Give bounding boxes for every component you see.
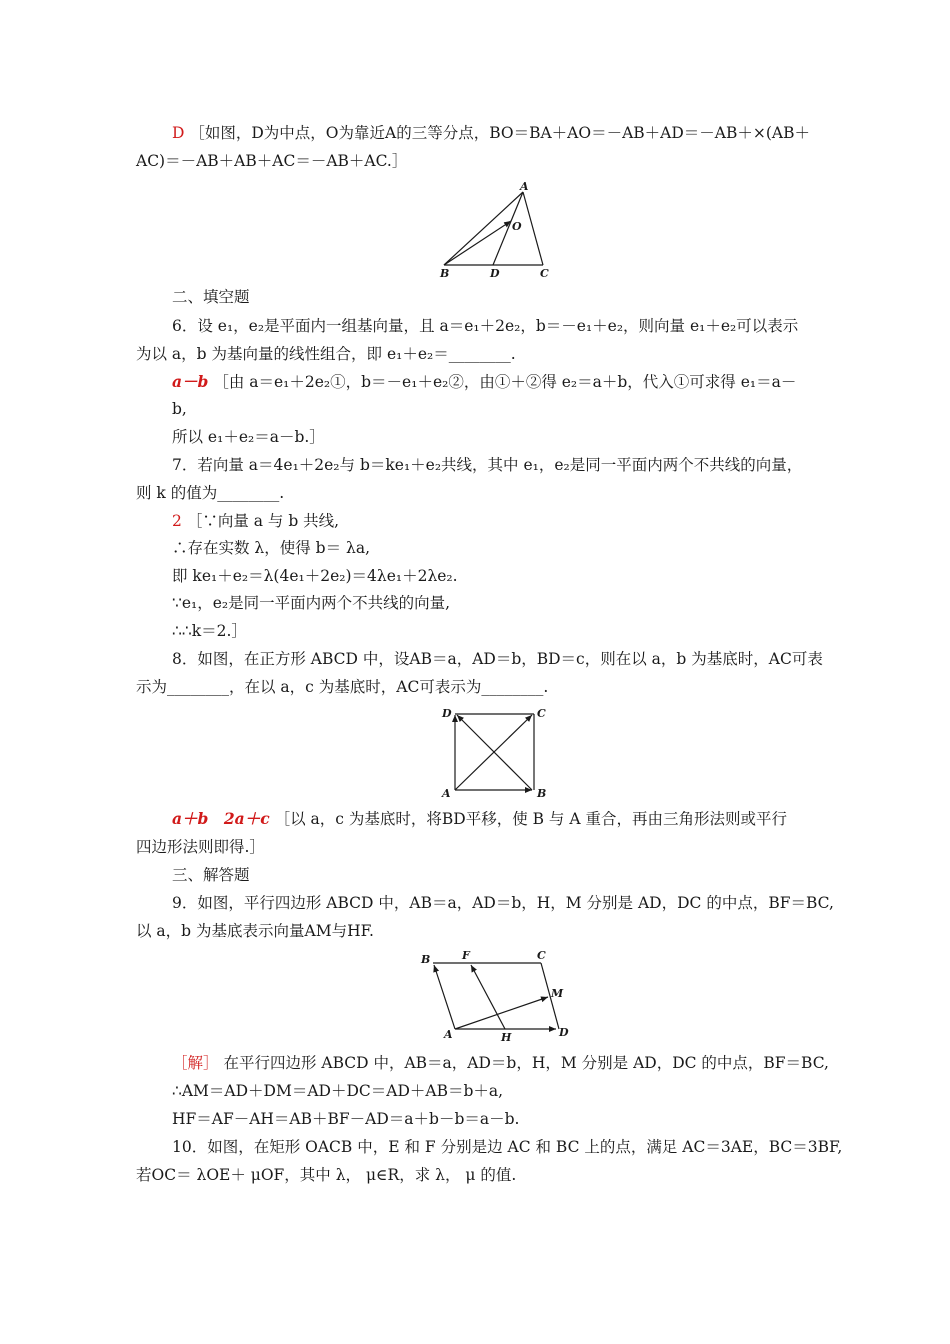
label-b: B [537,787,547,800]
q6-solution-line-1 [172,371,796,393]
q8-line-2: 示为________，在以 a，c 为基底时，AC可表示为________. [136,678,549,696]
q6-solution-line-2: b, [172,400,187,418]
label-h: H [501,1031,512,1042]
q5-solution-text: ［如图，D为中点，O为靠近A的三等分点，BO＝BA＋AO＝－AB＋AD＝－AB＋×(AB＋ [189,124,810,142]
q9-solution-line-2: ∴AM＝AD＋DM＝AD＋DC＝AD＋AB＝b＋a, [172,1082,504,1100]
vector-bo [444,221,511,265]
q7-solution-line-4: ∵e₁，e₂是同一平面内两个不共线的向量, [172,594,451,612]
q7-answer: 2 [172,512,182,530]
section-fill-in-heading: 二、填空题 [172,288,250,306]
q6-solution-text: ［由 a＝e₁＋2e₂①，b＝－e₁＋e₂②，由①＋②得 e₂＝a＋b，代入①可求得 e₁＝a－ [213,373,797,391]
label-b: B [440,267,450,280]
triangle-figure [430,180,560,280]
q8-solution-text: ［以 a，c 为基底时，将BD平移，使 B 与 A 重合，再由三角形法则或平行 [274,810,787,828]
vector-am [455,997,548,1029]
label-d: D [559,1026,569,1039]
q6-line-1: 6．设 e₁，e₂是平面内一组基向量，且 a＝e₁＋2e₂，b＝－e₁＋e₂，则向量 e₁＋e₂可以表示 [172,317,799,335]
q9-solution-line-1 [172,1052,829,1074]
q8-solution-line-2: 四边形法则即得.］ [136,838,265,856]
q10-line-1: 10．如图，在矩形 OACB 中，E 和 F 分别是边 AC 和 BC 上的点，满足 AC＝3AE，BC＝3BF, [172,1138,843,1156]
q7-solution-line-3: 即 ke₁＋e₂＝λ(4e₁＋2e₂)＝4λe₁＋2λe₂. [172,567,458,585]
label-a: A [442,787,451,800]
q9-solution-line-3: HF＝AF－AH＝AB＋BF－AD＝a＋b－b＝a－b. [172,1110,520,1128]
label-c: C [537,949,546,962]
vector-hf [471,965,505,1029]
q5-answer-letter: D [172,124,185,142]
vector-ab [434,965,455,1029]
label-o: O [512,220,522,233]
segment-ac [523,192,543,265]
label-b: B [421,953,431,966]
q9-solution-text: 在平行四边形 ABCD 中，AB＝a，AD＝b，H，M 分别是 AD，DC 的中点，BF＝BC, [223,1054,829,1072]
label-m: M [551,987,564,1000]
label-d: D [442,707,452,720]
q7-solution-line-5: ∴∴k＝2.］ [172,622,247,640]
q5-answer-line-1 [172,122,810,144]
q8-solution-line-1 [172,808,787,830]
q9-line-2: 以 a，b 为基底表示向量AM与HF. [136,922,374,940]
label-f: F [462,949,470,962]
section-answer-heading: 三、解答题 [172,866,250,884]
label-c: C [537,707,546,720]
label-c: C [540,267,549,280]
q9-line-1: 9．如图，平行四边形 ABCD 中，AB＝a，AD＝b，H，M 分别是 AD，DC 的中点，BF＝BC, [172,894,834,912]
square-figure [438,700,550,804]
label-d: D [490,267,500,280]
q7-solution-line-1 [172,510,339,532]
q6-line-2: 为以 a，b 为基向量的线性组合，即 e₁＋e₂＝________. [136,345,516,363]
q9-solution-tag: ［解］ [172,1054,219,1072]
q7-solution-line-2: ∴存在实数 λ，使得 b＝ λa, [172,539,371,557]
label-a: A [444,1028,453,1041]
q7-line-2: 则 k 的值为________. [136,484,285,502]
q6-answer: a－b [172,372,209,391]
q5-answer-line-2: AC)＝－AB＋AB＋AC＝－AB＋AC.］ [136,152,408,170]
q7-line-1: 7．若向量 a＝4e₁＋2e₂与 b＝ke₁＋e₂共线，其中 e₁，e₂是同一平面内两个不共线的向量， [172,456,803,474]
q7-solution-text: ［∵向量 a 与 b 共线, [186,512,340,530]
parallelogram-figure [415,947,575,1042]
q6-solution-line-3: 所以 e₁＋e₂＝a－b.］ [172,428,325,446]
q8-line-1: 8．如图，在正方形 ABCD 中，设AB＝a，AD＝b，BD＝c，则在以 a，b 为基底时，AC可表 [172,650,823,668]
q8-answer: a＋b 2a＋c [172,809,270,828]
q10-line-2: 若OC＝ λOE＋ μOF，其中 λ， μ∈R，求 λ， μ 的值. [136,1166,517,1184]
label-a: A [520,180,529,193]
